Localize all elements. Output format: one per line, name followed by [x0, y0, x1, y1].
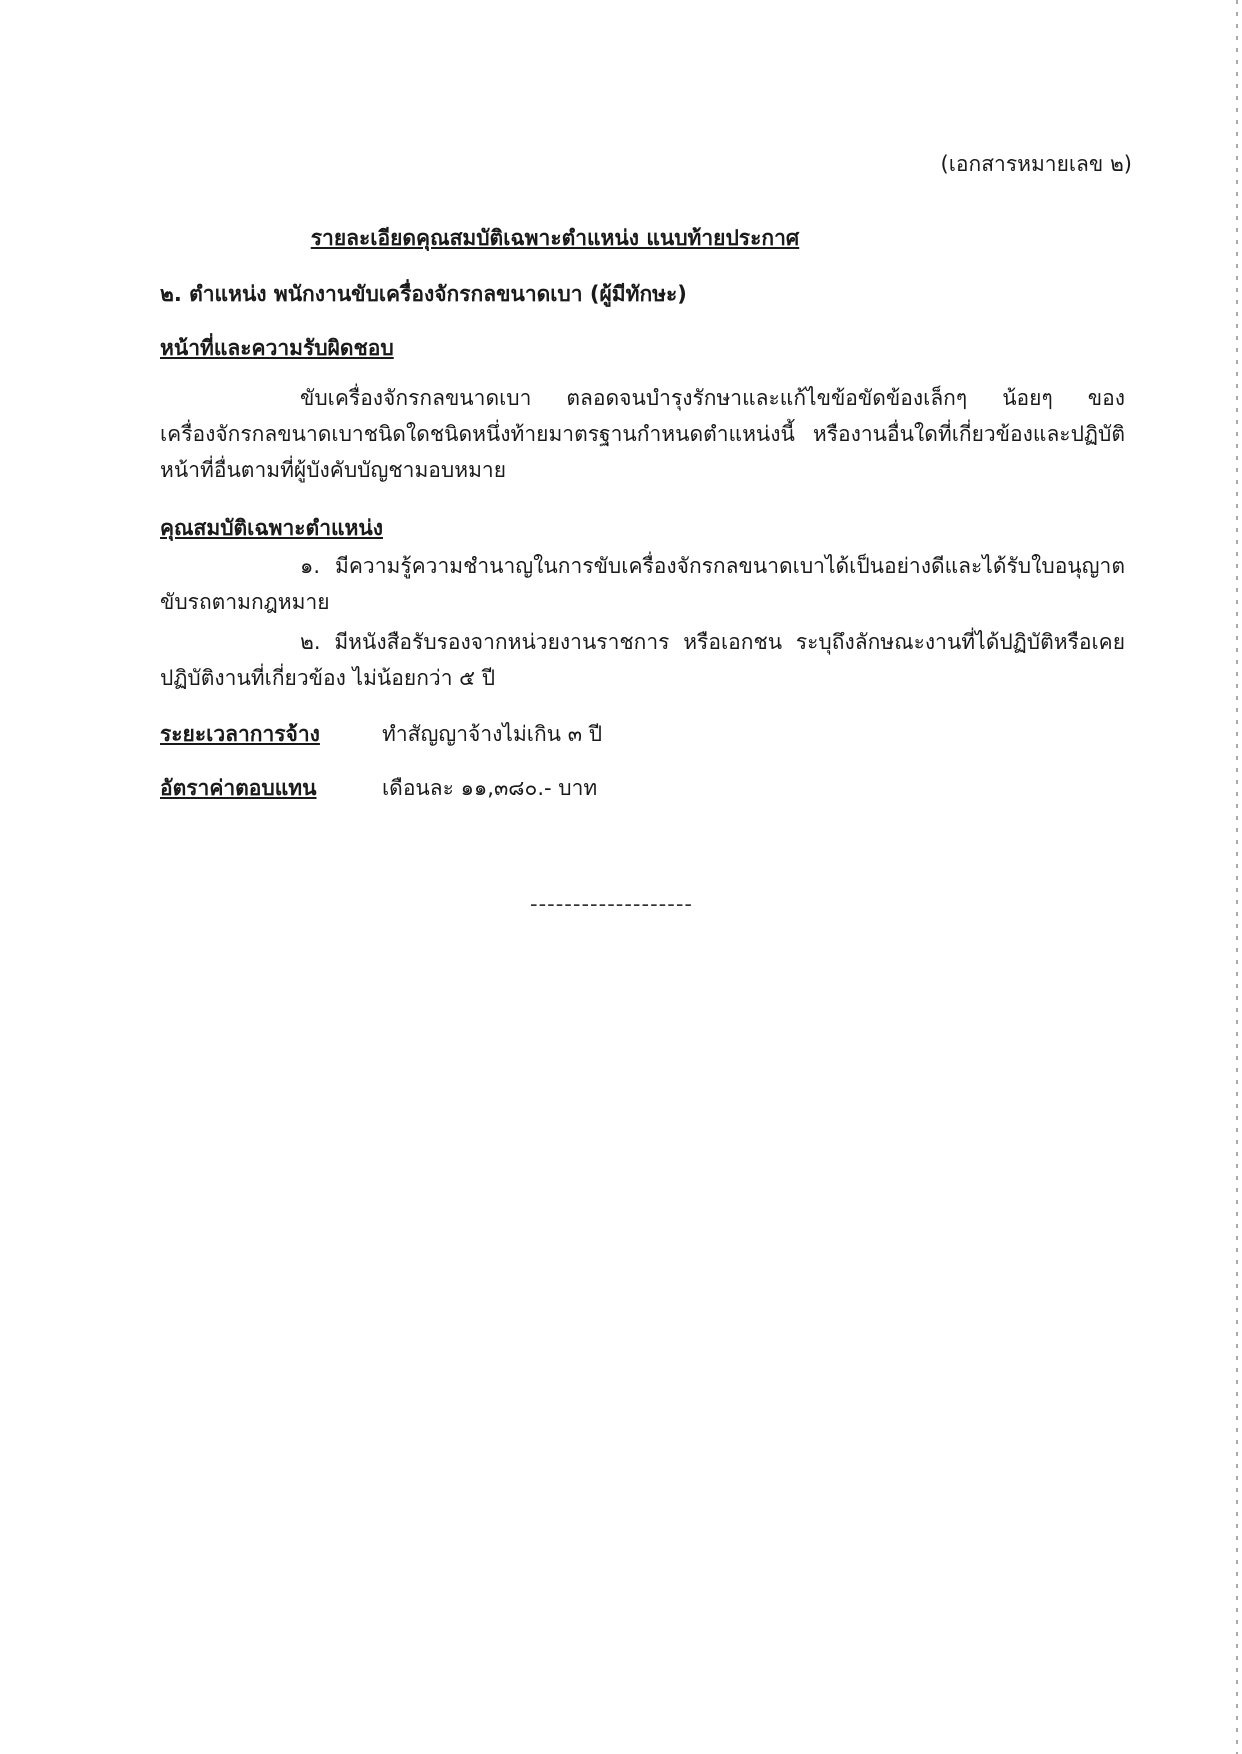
qualification-item-1-text: ๑. มีความรู้ความชำนาญในการขับเครื่องจักรกลขนาดเบาได้เป็นอย่างดีและได้รับใบอนุญาตขับรถตามกฎหมาย: [160, 554, 1125, 614]
duties-text: ขับเครื่องจักรกลขนาดเบา ตลอดจนบำรุงรักษาและแก้ไขข้อขัดข้องเล็กๆ น้อยๆ ของเครื่องจักรกลขนาดเบาชนิดใดชนิดหนึ่งท้ายมาตรฐานกำหนดตำแหน่งนี้ หรืองานอื่นใดที่เกี่ยวข้องและปฏิบัติหน้าที่อื่นตามที่ผู้บังคับบัญชามอบหมาย: [160, 386, 1125, 482]
compensation-value: เดือนละ ๑๑,๓๘๐.- บาท: [382, 776, 598, 800]
compensation-label: อัตราค่าตอบแทน: [160, 776, 317, 800]
qualification-item-1: [160, 548, 1125, 620]
position-heading: ๒. ตำแหน่ง พนักงานขับเครื่องจักรกลขนาดเบา (ผู้มีทักษะ): [160, 282, 687, 306]
qualification-item-2: [160, 624, 1125, 696]
employment-period-value: ทำสัญญาจ้างไม่เกิน ๓ ปี: [382, 722, 603, 746]
qualifications-heading: คุณสมบัติเฉพาะตำแหน่ง: [160, 516, 383, 540]
duties-paragraph: [160, 380, 1125, 488]
duties-heading: หน้าที่และความรับผิดชอบ: [160, 336, 394, 360]
employment-period-label: ระยะเวลาการจ้าง: [160, 722, 320, 746]
end-separator: -------------------: [530, 892, 693, 916]
qualification-item-2-text: ๒. มีหนังสือรับรองจากหน่วยงานราชการ หรือเอกชน ระบุถึงลักษณะงานที่ได้ปฏิบัติหรือเคยปฏิบัติงานที่เกี่ยวข้อง ไม่น้อยกว่า ๕ ปี: [160, 630, 1125, 690]
scan-edge-marks: [1236, 0, 1238, 1754]
document-title: รายละเอียดคุณสมบัติเฉพาะตำแหน่ง แนบท้ายประกาศ: [310, 226, 800, 250]
document-reference-number: (เอกสารหมายเลข ๒): [940, 152, 1132, 176]
